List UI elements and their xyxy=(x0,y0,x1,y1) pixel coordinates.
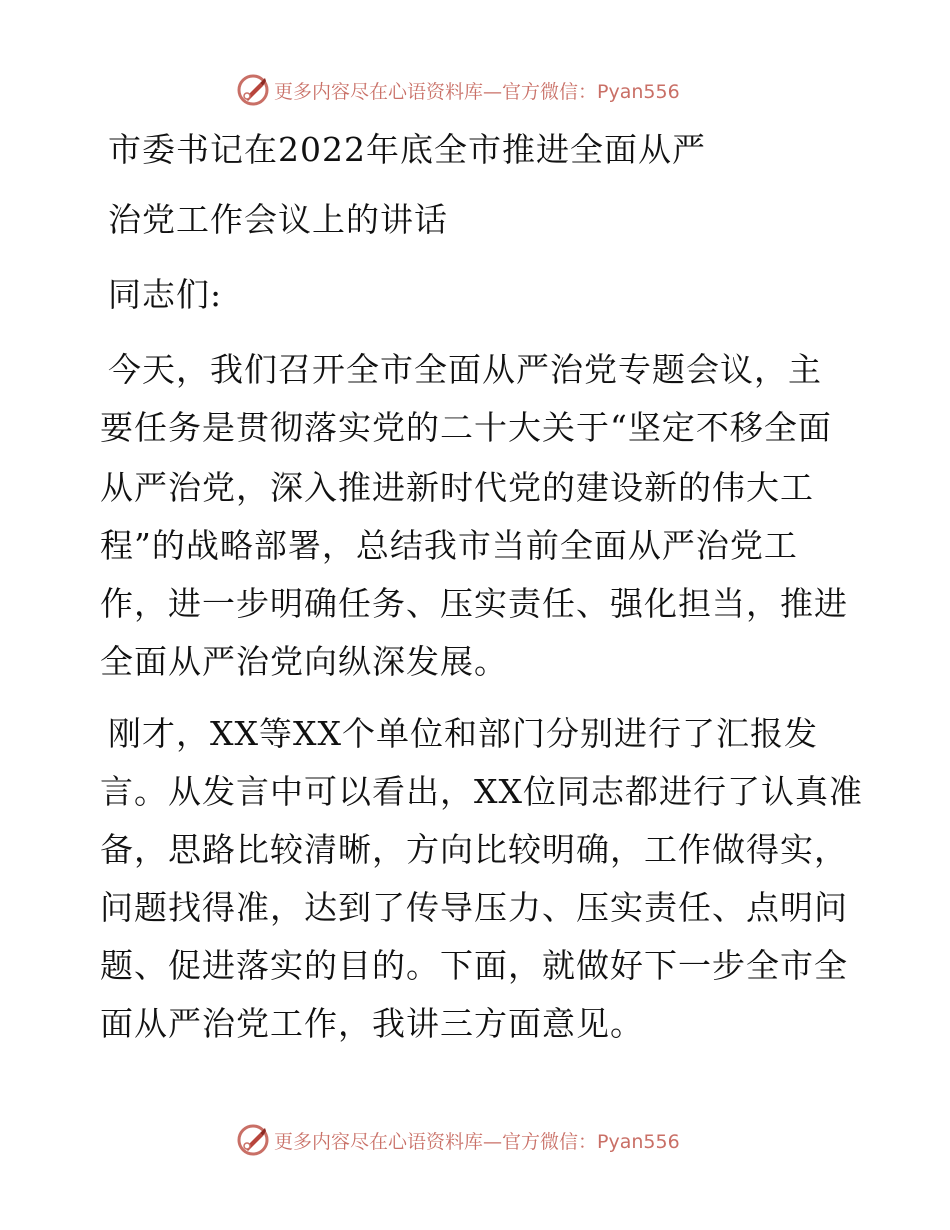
paragraph-line: 面从严治党工作，我讲三方面意见。 xyxy=(100,1004,644,1043)
paragraph-line: 刚才，XX等XX个单位和部门分别进行了汇报发 xyxy=(108,714,818,753)
paragraph-line: 言。从发言中可以看出，XX位同志都进行了认真准 xyxy=(100,772,863,811)
paragraph-line: 问题找得准，达到了传导压力、压实责任、点明问 xyxy=(100,888,848,927)
paragraph-line: 今天，我们召开全市全面从严治党专题会议，主 xyxy=(108,350,822,389)
paragraph-line: 全面从严治党向纵深发展。 xyxy=(100,642,508,681)
watermark-text xyxy=(274,1127,680,1154)
watermark-text xyxy=(274,77,680,104)
paragraph-line: 题、促进落实的目的。下面，就做好下一步全市全 xyxy=(100,946,848,985)
watermark-wechat-id: Pyan556 xyxy=(597,1130,680,1153)
paragraph-line: 程”的战略部署，总结我市当前全面从严治党工 xyxy=(100,526,798,565)
watermark-label: 更多内容尽在心语资料库—官方微信： xyxy=(274,80,598,103)
paragraph-line: 作，进一步明确任务、压实责任、强化担当，推进 xyxy=(100,584,848,623)
quill-logo-icon xyxy=(236,1123,270,1157)
watermark-label: 更多内容尽在心语资料库—官方微信： xyxy=(274,1130,598,1153)
watermark-header xyxy=(236,72,680,108)
paragraph-line: 备，思路比较清晰，方向比较明确，工作做得实， xyxy=(100,830,848,869)
watermark-wechat-id: Pyan556 xyxy=(597,80,680,103)
paragraph-line: 要任务是贯彻落实党的二十大关于“坚定不移全面 xyxy=(100,408,832,447)
paragraph-line: 从严治党，深入推进新时代党的建设新的伟大工 xyxy=(100,468,814,507)
quill-logo-icon xyxy=(236,73,270,107)
page-title-line-2: 治党工作会议上的讲话 xyxy=(108,200,448,239)
watermark-footer xyxy=(236,1122,680,1158)
salutation: 同志们: xyxy=(108,275,223,314)
page-title-line-1: 市委书记在2022年底全市推进全面从严 xyxy=(108,130,706,169)
